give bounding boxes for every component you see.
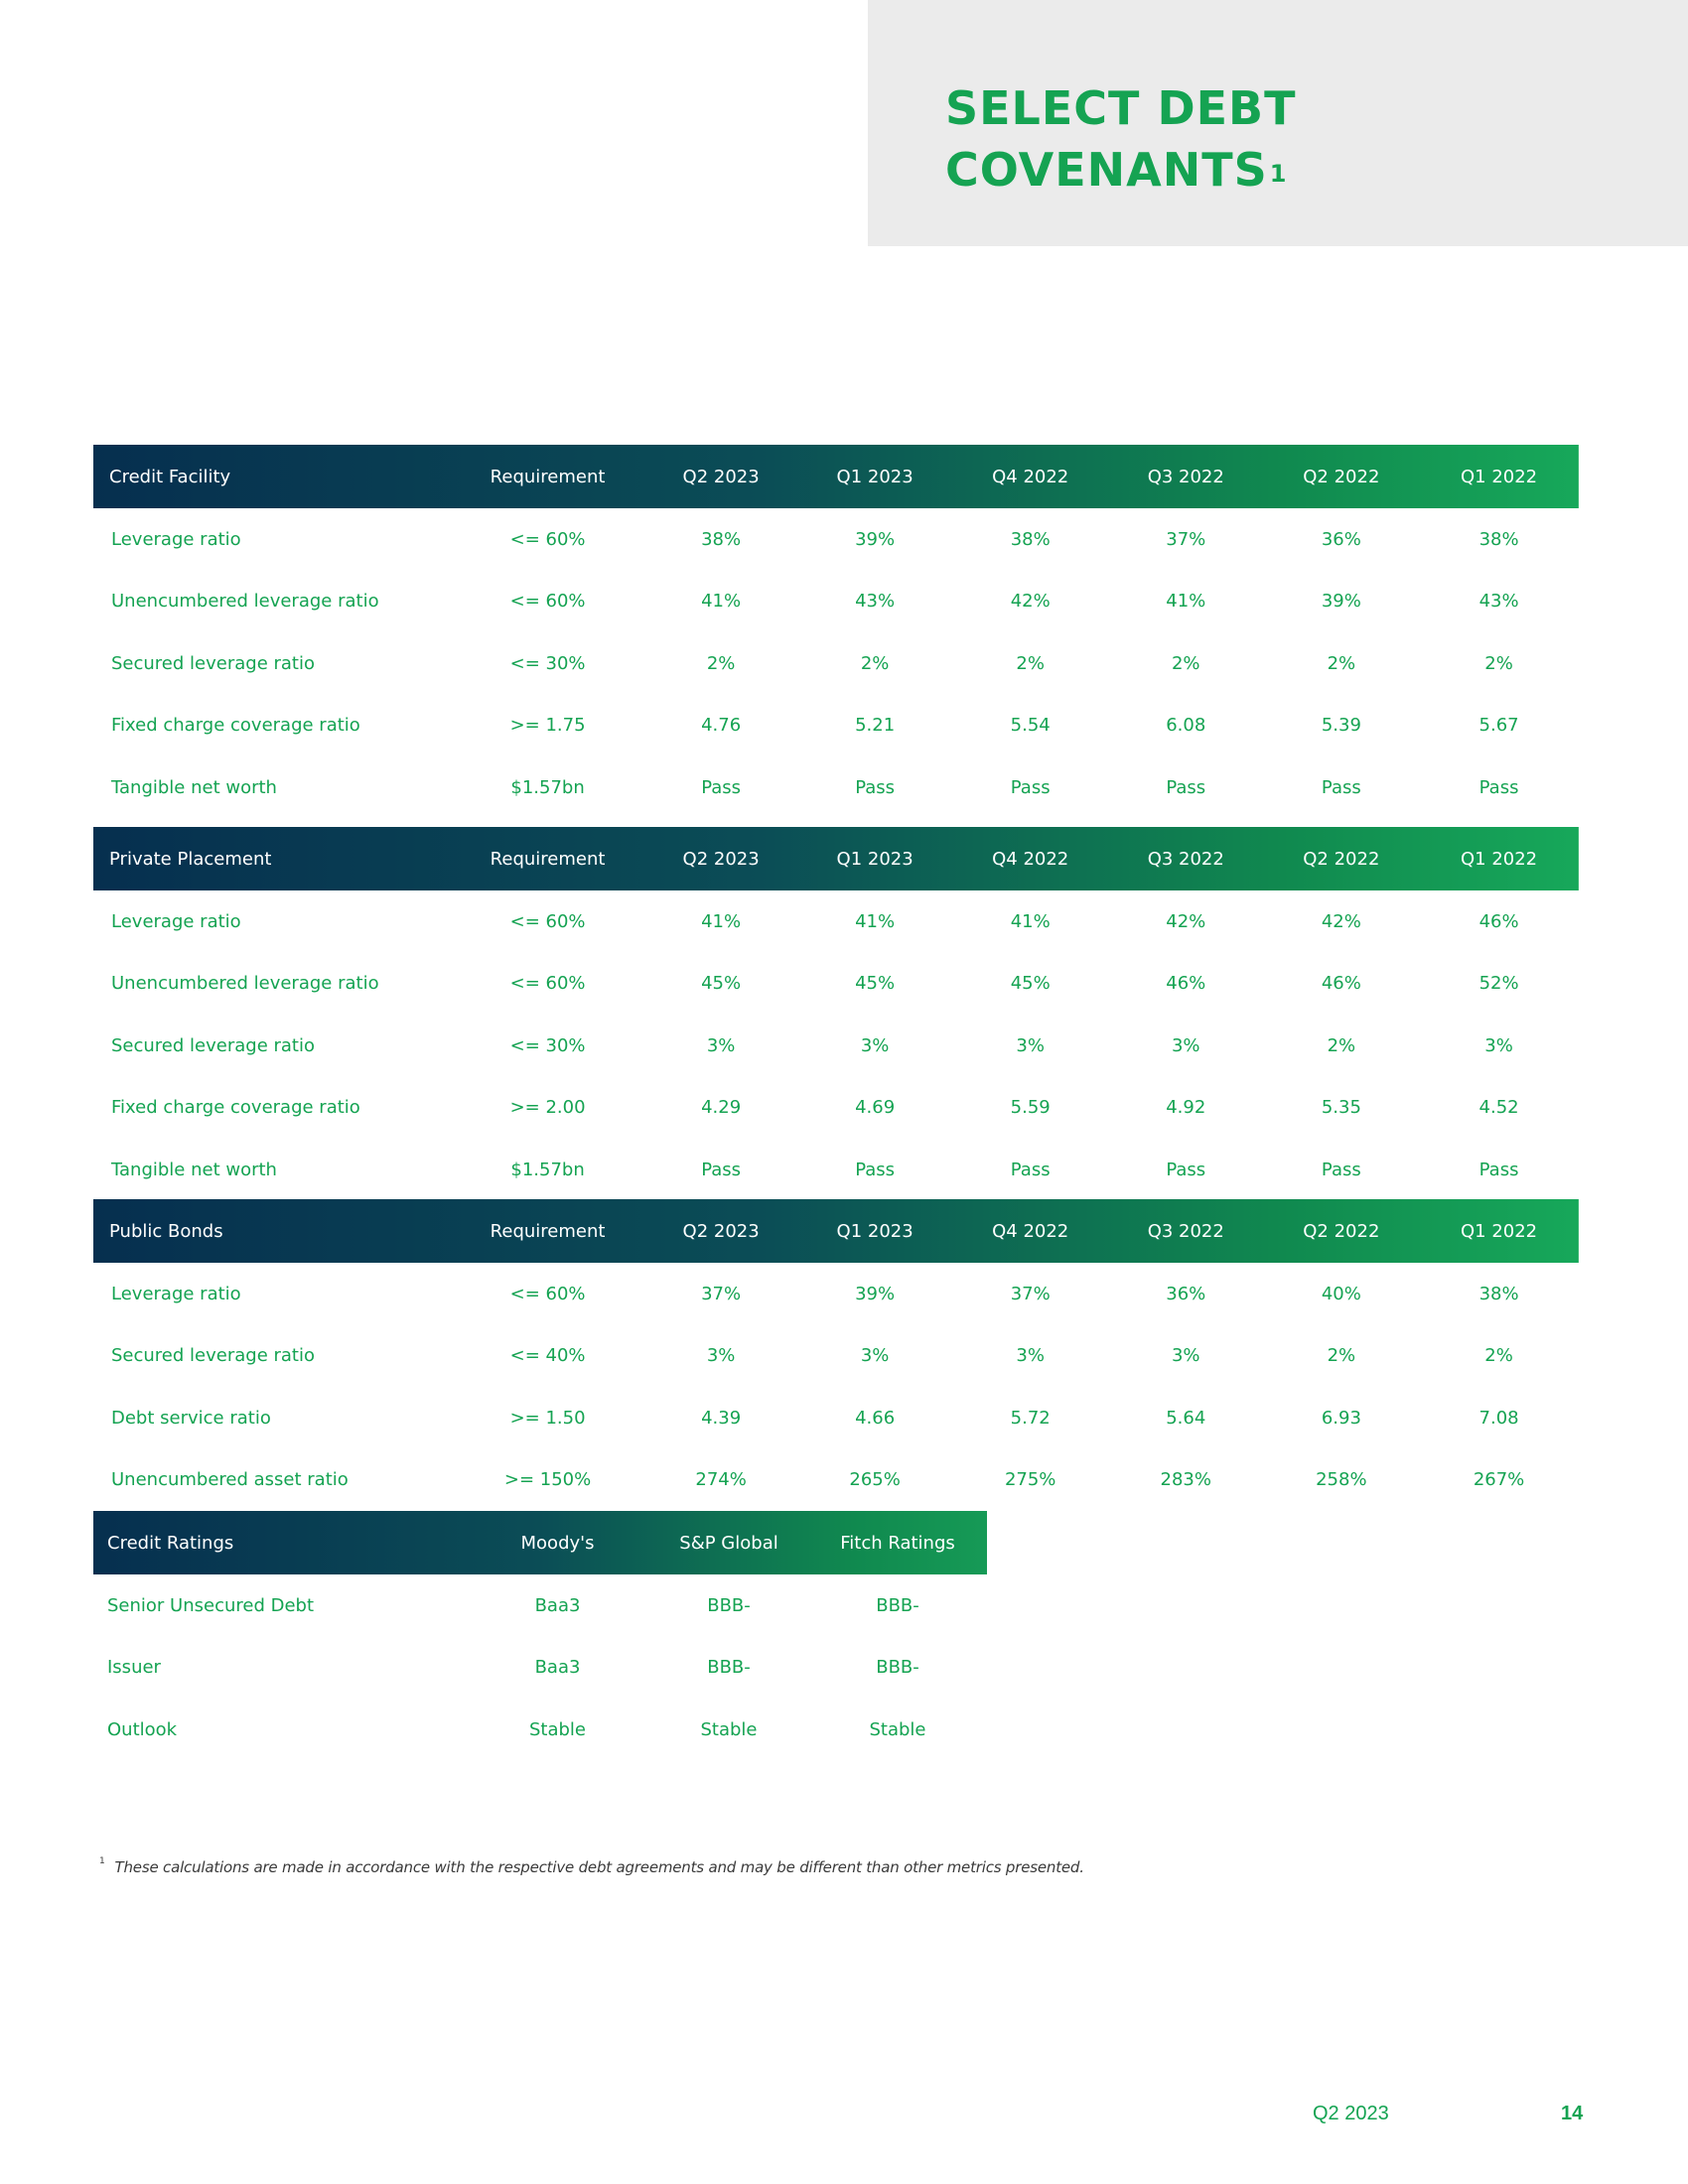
column-header: Q2 2023 — [682, 1220, 760, 1242]
table-cell: Baa3 — [534, 1594, 581, 1616]
table-cell: BBB- — [707, 1594, 751, 1616]
table-cell: 46% — [1321, 973, 1361, 995]
row-label: Outlook — [107, 1718, 178, 1740]
table-cell: 3% — [1171, 1345, 1200, 1367]
row-label: Unencumbered leverage ratio — [111, 973, 379, 995]
table-row — [93, 1387, 1579, 1449]
table-cell: Pass — [701, 776, 742, 798]
table-cell: 38% — [1478, 1283, 1519, 1304]
table-cell: 3% — [706, 1034, 736, 1056]
table-cell: 37% — [1010, 1283, 1051, 1304]
table-cell: 275% — [1004, 1469, 1056, 1491]
column-header: Q4 2022 — [992, 466, 1069, 487]
column-header: Q3 2022 — [1147, 466, 1224, 487]
table-cell: <= 40% — [509, 1345, 586, 1367]
table-cell: 5.72 — [1010, 1407, 1051, 1429]
table-cell: 40% — [1321, 1283, 1361, 1304]
column-header: S&P Global — [679, 1532, 778, 1554]
table-cell: Pass — [701, 1159, 742, 1180]
table-cell: 265% — [849, 1469, 901, 1491]
table-cell: 2% — [1484, 652, 1513, 674]
column-header: Q4 2022 — [992, 848, 1069, 870]
table-cell: 5.35 — [1321, 1097, 1361, 1119]
title-panel — [868, 0, 1688, 246]
table-cell: <= 60% — [509, 528, 586, 550]
table-cell: 3% — [706, 1345, 736, 1367]
table-cell: 38% — [1010, 528, 1051, 550]
table-row — [93, 1325, 1579, 1388]
column-header: Q2 2022 — [1303, 1220, 1380, 1242]
table-cell: Pass — [855, 776, 896, 798]
table-cell: 2% — [1484, 1345, 1513, 1367]
column-header: Public Bonds — [109, 1220, 223, 1242]
row-label: Fixed charge coverage ratio — [111, 715, 360, 737]
table-cell: 43% — [855, 591, 896, 613]
table-cell: 45% — [1010, 973, 1051, 995]
table-cell: 2% — [1327, 1345, 1356, 1367]
table-row — [93, 1015, 1579, 1077]
row-label: Secured leverage ratio — [111, 1345, 315, 1367]
table-cell: Pass — [1478, 1159, 1519, 1180]
table-cell: <= 30% — [509, 652, 586, 674]
row-label: Leverage ratio — [111, 1283, 241, 1304]
table-cell: 41% — [855, 910, 896, 932]
table-cell: 2% — [1016, 652, 1045, 674]
table-row — [93, 1139, 1579, 1201]
table-cell: 38% — [701, 528, 742, 550]
table-cell: 5.21 — [855, 715, 896, 737]
row-label: Debt service ratio — [111, 1407, 271, 1429]
table-cell: 2% — [1327, 652, 1356, 674]
table-cell: Stable — [700, 1718, 758, 1740]
table-row — [93, 1263, 1579, 1325]
table-cell: 37% — [701, 1283, 742, 1304]
table-header-row — [93, 1511, 987, 1574]
table-cell: 45% — [855, 973, 896, 995]
table-cell: Stable — [869, 1718, 926, 1740]
table-cell: 38% — [1478, 528, 1519, 550]
table-cell: <= 30% — [509, 1034, 586, 1056]
table-cell: Pass — [1321, 1159, 1361, 1180]
table-cell: 3% — [860, 1345, 890, 1367]
table-cell: 3% — [1484, 1034, 1513, 1056]
table-header-row — [93, 445, 1579, 508]
column-header: Requirement — [490, 466, 606, 487]
column-header: Credit Ratings — [107, 1532, 234, 1554]
table-cell: 39% — [1321, 591, 1361, 613]
public-bonds-table — [93, 1199, 1579, 1511]
table-cell: 43% — [1478, 591, 1519, 613]
table-cell: Pass — [855, 1159, 896, 1180]
table-cell: 42% — [1166, 910, 1206, 932]
row-label: Leverage ratio — [111, 910, 241, 932]
table-row — [93, 953, 1579, 1016]
column-header: Credit Facility — [109, 466, 231, 487]
table-cell: 46% — [1478, 910, 1519, 932]
table-cell: 5.64 — [1166, 1407, 1206, 1429]
table-cell: 3% — [1016, 1034, 1045, 1056]
column-header: Requirement — [490, 848, 606, 870]
column-header: Requirement — [490, 1220, 606, 1242]
row-label: Secured leverage ratio — [111, 652, 315, 674]
column-header: Fitch Ratings — [840, 1532, 955, 1554]
column-header: Q1 2023 — [836, 848, 914, 870]
table-cell: Pass — [1321, 776, 1361, 798]
table-cell: 2% — [1171, 652, 1200, 674]
row-label: Senior Unsecured Debt — [107, 1594, 315, 1616]
table-cell: 41% — [701, 910, 742, 932]
table-cell: 5.59 — [1010, 1097, 1051, 1119]
page-title-line-2 — [945, 139, 1296, 201]
footnote-text: These calculations are made in accordance with the respective debt agreements and may be different than other metrics presented. — [114, 1858, 1084, 1876]
table-cell: Pass — [1166, 776, 1206, 798]
table-cell: 274% — [695, 1469, 747, 1491]
column-header: Private Placement — [109, 848, 272, 870]
table-cell: 4.76 — [701, 715, 742, 737]
table-cell: Pass — [1478, 776, 1519, 798]
table-cell: 3% — [1171, 1034, 1200, 1056]
table-cell: 5.39 — [1321, 715, 1361, 737]
credit-ratings-table — [93, 1511, 987, 1761]
table-cell: <= 60% — [509, 1283, 586, 1304]
table-cell: Pass — [1010, 1159, 1051, 1180]
table-cell: 42% — [1321, 910, 1361, 932]
page-title-line-1: SELECT DEBT — [945, 81, 1297, 135]
column-header: Moody's — [520, 1532, 595, 1554]
column-header: Q2 2023 — [682, 848, 760, 870]
table-cell: 4.66 — [855, 1407, 896, 1429]
table-cell: 2% — [860, 652, 890, 674]
row-label: Secured leverage ratio — [111, 1034, 315, 1056]
column-header: Q2 2022 — [1303, 848, 1380, 870]
table-row — [93, 890, 1579, 953]
column-header: Q2 2023 — [682, 466, 760, 487]
page-number: 14 — [1561, 2103, 1584, 2124]
column-header: Q2 2022 — [1303, 466, 1380, 487]
table-header-row — [93, 827, 1579, 890]
table-cell: <= 60% — [509, 910, 586, 932]
column-header: Q1 2023 — [836, 466, 914, 487]
table-cell: 46% — [1166, 973, 1206, 995]
table-cell: 283% — [1160, 1469, 1211, 1491]
table-cell: 41% — [1166, 591, 1206, 613]
column-header: Q1 2022 — [1460, 466, 1538, 487]
table-cell: 2% — [1327, 1034, 1356, 1056]
table-cell: 267% — [1473, 1469, 1525, 1491]
table-row — [93, 1574, 987, 1637]
credit-facility-table — [93, 445, 1579, 819]
table-cell: 45% — [701, 973, 742, 995]
table-row — [93, 1637, 987, 1700]
table-row — [93, 756, 1579, 819]
table-cell: 36% — [1166, 1283, 1206, 1304]
table-cell: Pass — [1010, 776, 1051, 798]
table-cell: 39% — [855, 528, 896, 550]
table-row — [93, 508, 1579, 571]
table-cell: 39% — [855, 1283, 896, 1304]
row-label: Unencumbered asset ratio — [111, 1469, 349, 1491]
row-label: Tangible net worth — [111, 1159, 277, 1180]
table-cell: Baa3 — [534, 1657, 581, 1679]
table-cell: 5.67 — [1478, 715, 1519, 737]
title-footnote-mark: 1 — [1269, 160, 1288, 188]
table-cell: <= 60% — [509, 973, 586, 995]
table-cell: <= 60% — [509, 591, 586, 613]
table-cell: 3% — [1016, 1345, 1045, 1367]
table-cell: BBB- — [876, 1657, 919, 1679]
table-cell: 258% — [1316, 1469, 1367, 1491]
column-header: Q3 2022 — [1147, 848, 1224, 870]
table-cell: 41% — [701, 591, 742, 613]
table-cell: Pass — [1166, 1159, 1206, 1180]
table-cell: 4.69 — [855, 1097, 896, 1119]
column-header: Q1 2022 — [1460, 1220, 1538, 1242]
table-cell: 42% — [1010, 591, 1051, 613]
table-row — [93, 1077, 1579, 1140]
table-row — [93, 632, 1579, 695]
table-cell: 3% — [860, 1034, 890, 1056]
table-cell: $1.57bn — [510, 1159, 585, 1180]
row-label: Fixed charge coverage ratio — [111, 1097, 360, 1119]
table-cell: 2% — [706, 652, 736, 674]
column-header: Q3 2022 — [1147, 1220, 1224, 1242]
footnote-mark: 1 — [99, 1856, 105, 1866]
column-header: Q1 2022 — [1460, 848, 1538, 870]
table-cell: 6.08 — [1166, 715, 1206, 737]
table-row — [93, 1449, 1579, 1512]
table-cell: 5.54 — [1010, 715, 1051, 737]
column-header: Q1 2023 — [836, 1220, 914, 1242]
private-placement-table — [93, 827, 1579, 1201]
table-cell: 4.29 — [701, 1097, 742, 1119]
table-cell: 4.52 — [1478, 1097, 1519, 1119]
row-label: Issuer — [107, 1657, 161, 1679]
page-title — [945, 77, 1296, 201]
table-cell: 4.39 — [701, 1407, 742, 1429]
table-cell: 7.08 — [1478, 1407, 1519, 1429]
table-row — [93, 695, 1579, 757]
footnote — [99, 1858, 1084, 1876]
table-cell: 37% — [1166, 528, 1206, 550]
table-cell: Stable — [528, 1718, 586, 1740]
table-row — [93, 1699, 987, 1761]
table-cell: 6.93 — [1321, 1407, 1361, 1429]
table-cell: >= 2.00 — [509, 1097, 586, 1119]
row-label: Leverage ratio — [111, 528, 241, 550]
table-cell: 41% — [1010, 910, 1051, 932]
table-cell: >= 150% — [503, 1469, 592, 1491]
table-cell: BBB- — [876, 1594, 919, 1616]
row-label: Unencumbered leverage ratio — [111, 591, 379, 613]
table-cell: 52% — [1478, 973, 1519, 995]
table-cell: >= 1.50 — [509, 1407, 586, 1429]
page-title-line-2-text: COVENANTS — [945, 143, 1268, 197]
table-cell: BBB- — [707, 1657, 751, 1679]
table-cell: >= 1.75 — [509, 715, 586, 737]
row-label: Tangible net worth — [111, 776, 277, 798]
table-row — [93, 571, 1579, 633]
table-header-row — [93, 1199, 1579, 1263]
table-cell: 36% — [1321, 528, 1361, 550]
footer-period: Q2 2023 — [1313, 2103, 1389, 2124]
table-cell: 4.92 — [1166, 1097, 1206, 1119]
column-header: Q4 2022 — [992, 1220, 1069, 1242]
table-cell: $1.57bn — [510, 776, 585, 798]
